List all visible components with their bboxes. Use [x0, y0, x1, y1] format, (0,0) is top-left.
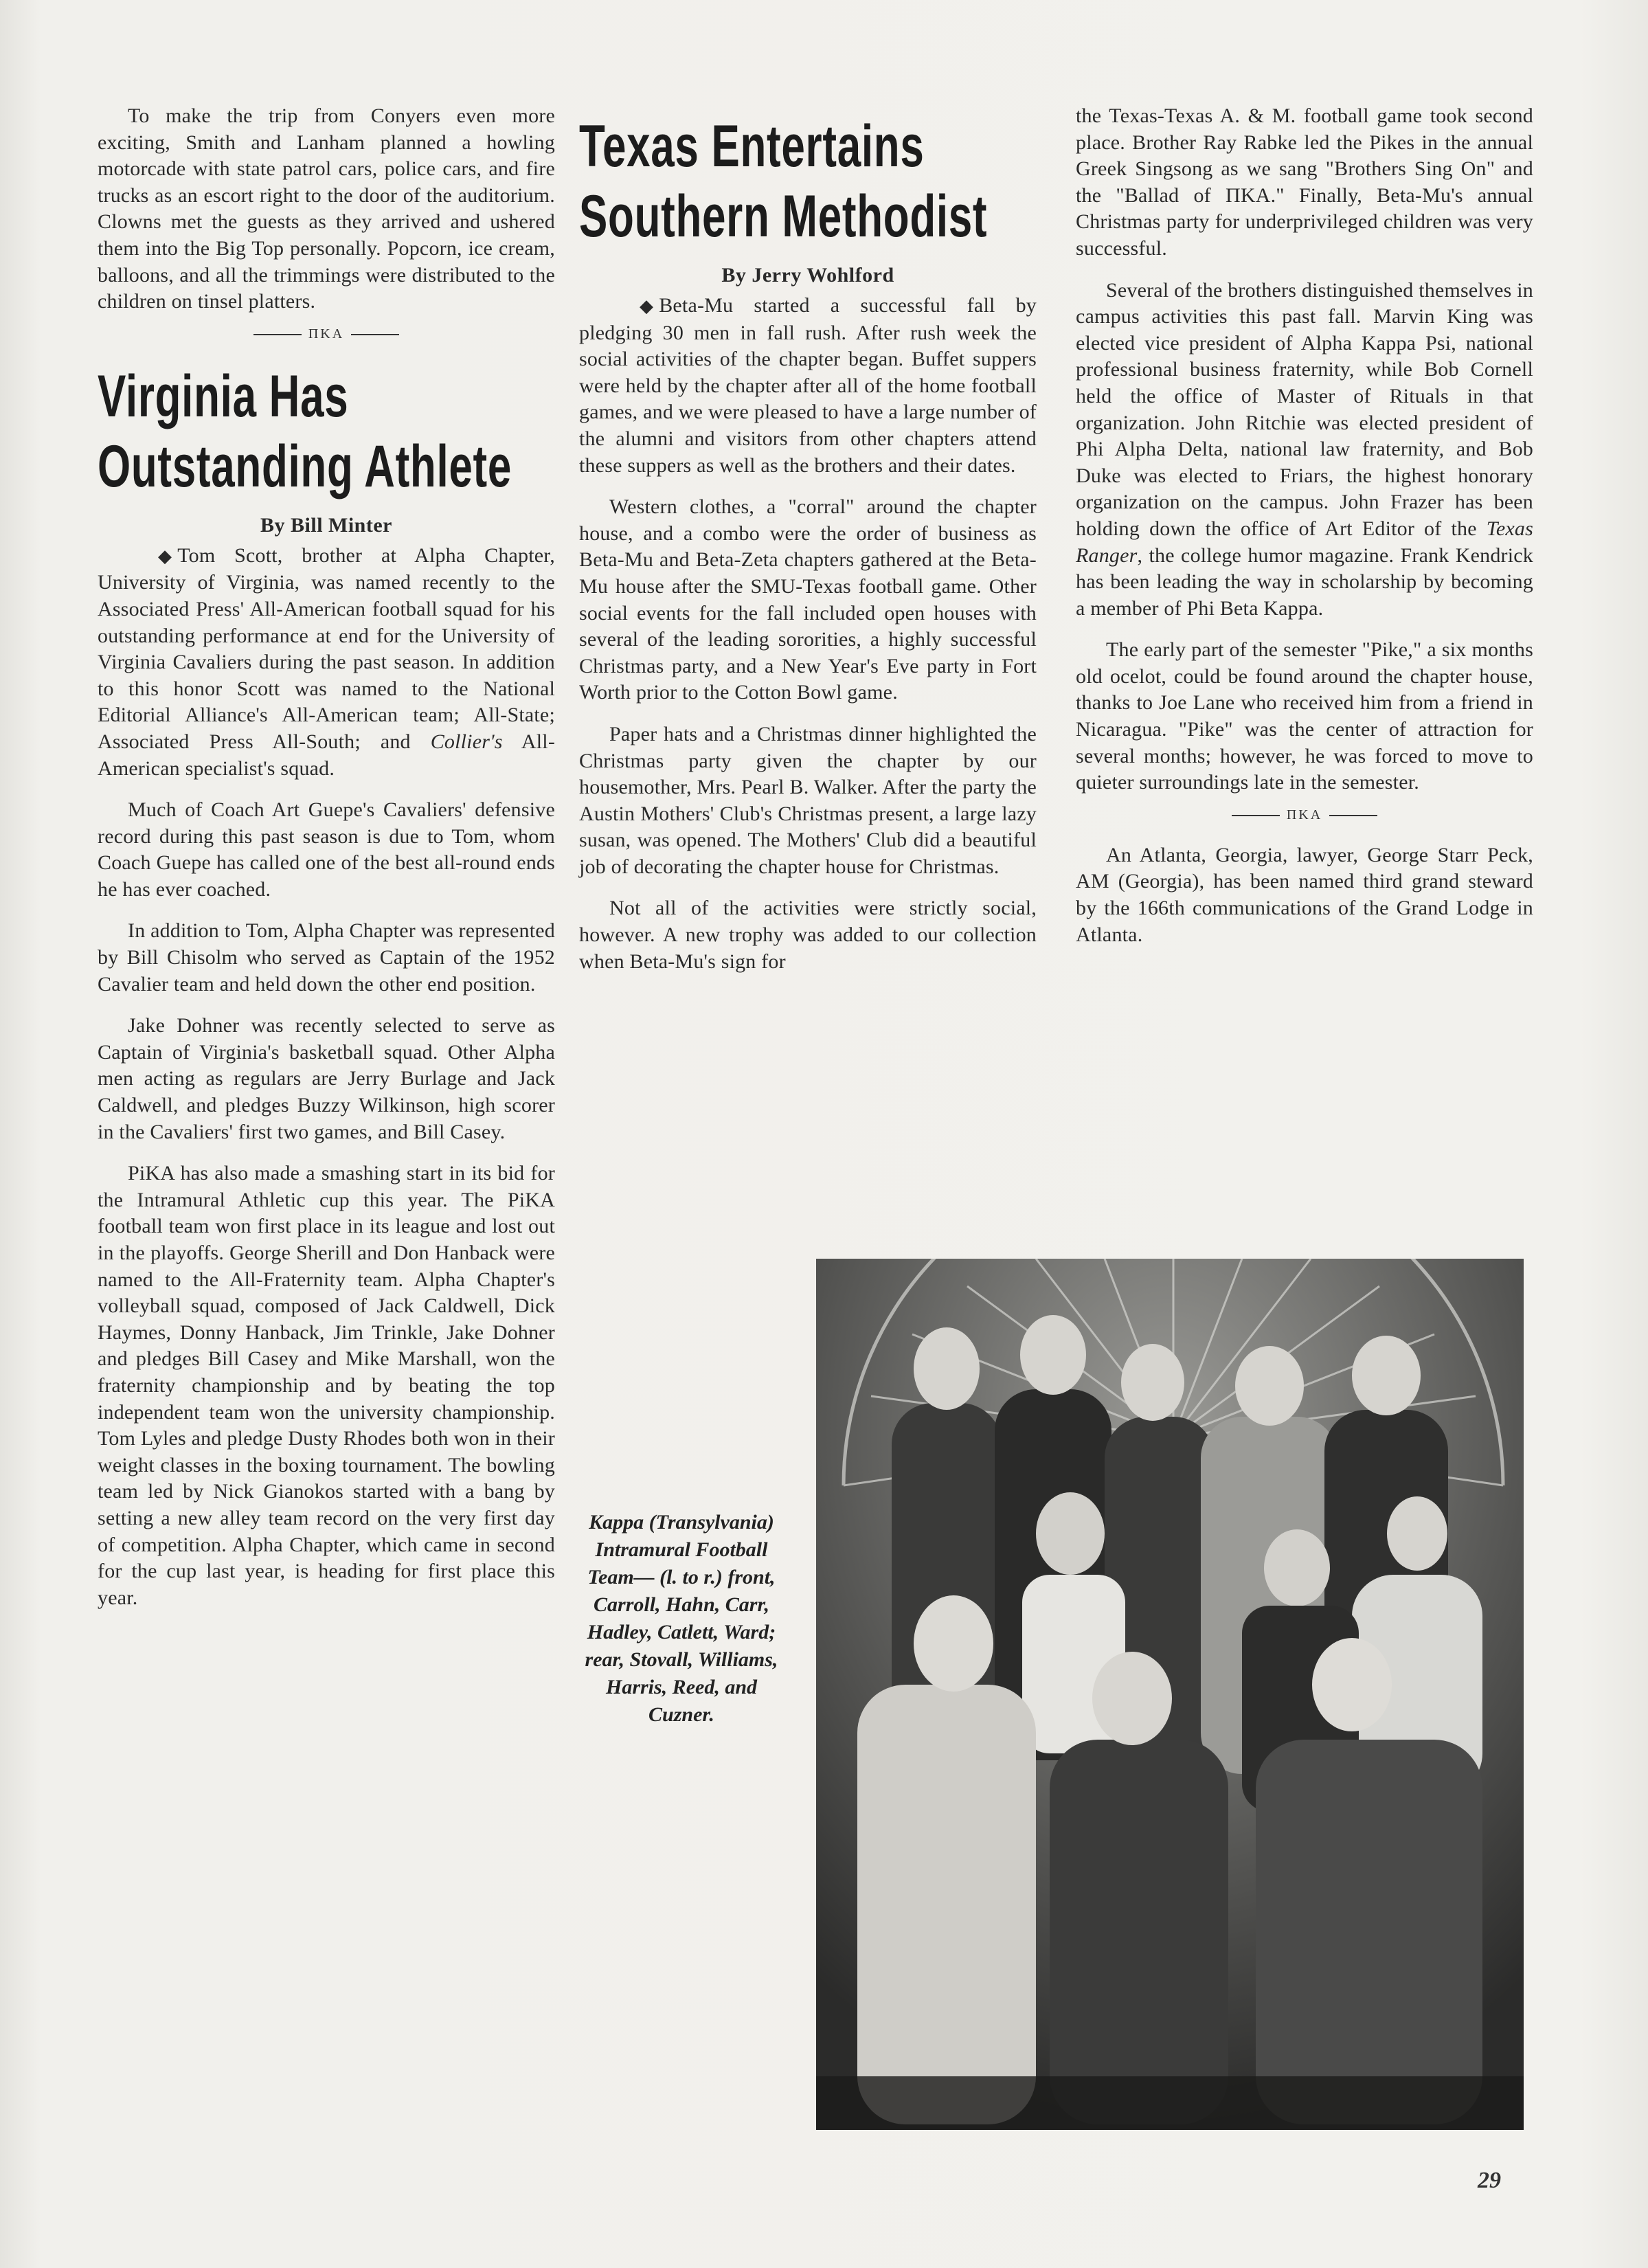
- article-paragraph: Much of Coach Art Guepe's Cavaliers' defensive record during this past season is due to Tom, whom Coach Guepe has called one of the best all-round ends he has ever coached.: [98, 798, 555, 901]
- separator-rule: [1329, 815, 1377, 816]
- diamond-icon: ◆: [640, 296, 654, 316]
- byline: By Bill Minter: [260, 513, 392, 537]
- paragraph-text: Beta-Mu started a successful fall by pledging 30 men in fall rush. After rush week the social activities of the chapter began. Buffet suppers were held by the chapter after all of the home football games, and we were pleased to have a large number of the alumni and visitors from other chapters attend these suppers as well as the brothers and their dates.: [579, 294, 1037, 477]
- article-paragraph: Jake Dohner was recently selected to serve as Captain of Virginia's basketball squad. Other Alpha men acting as regulars are Jerry Burlage and Jack Caldwell, and pledges Buzzy Wilkinson, high scorer in the Cavaliers' first two games, and Bill Casey.: [98, 1014, 555, 1143]
- separator-rule: [1232, 815, 1280, 816]
- team-photo-illustration: [816, 1259, 1524, 2130]
- paragraph-text: All-American specialist's squad.: [98, 730, 556, 780]
- article-paragraph: Western clothes, a "corral" around the chapter house, and a combo were the order of business as Beta-Mu and Beta-Zeta chapters gathered at the Beta-Mu house after the SMU-Texas football game. Other social events for the fall included open houses with several of the leading sororities, a highly successful Christmas party, and a New Year's Eve party in Fort Worth prior to the Cotton Bowl game.: [579, 495, 1037, 704]
- article-paragraph: The early part of the semester "Pike," a six months old ocelot, could be found around the chapter house, thanks to Joe Lane who received him from a friend in Nicaragua. "Pike" was the center of attraction for several months; however, he was forced to move to quieter surroundings late in the semester.: [1076, 638, 1533, 794]
- column-left: [98, 103, 555, 1626]
- headline-texas-line2: Southern Methodist: [579, 183, 988, 249]
- separator-text: ΠΚΑ: [308, 326, 345, 341]
- page-number: 29: [1478, 2168, 1501, 2193]
- paragraph-text: Several of the brothers distinguished themselves in campus activities this past fall. Marvin King was elected vice president of Alpha Kappa Psi, national professional business fraternity, while Bob Cornell held the office of Master of Rituals in that organization. John Ritchie was elected president of Phi Alpha Delta, national law fraternity, and Bob Duke was elected to Friars, the highest honorary organization on the campus. John Frazer has been holding down the office of Art Editor of the: [1076, 278, 1533, 540]
- section-separator: [1076, 807, 1533, 823]
- diamond-icon: ◆: [158, 546, 172, 566]
- paragraph-text: , the college humor magazine. Frank Kendrick has been leading the way in scholarship by becoming a member of Phi Beta Kappa.: [1076, 543, 1533, 620]
- photo-caption: Kappa (Transylvania) Intramural Football Team— (l. to r.) front, Carroll, Hahn, Carr, Hadley, Catlett, Ward; rear, Stovall, Williams, Harris, Reed, and Cuzner.: [585, 1511, 778, 1726]
- separator-rule: [253, 334, 302, 335]
- headline-virginia-line1: Virginia Has: [98, 363, 349, 429]
- headline-texas-line1: Texas Entertains: [579, 113, 925, 179]
- article-paragraph: the Texas-Texas A. & M. football game took second place. Brother Ray Rabke led the Pikes in the annual Greek Singsong as we sang "Brothers Sing On" and the "Ballad of ΠΚΑ." Finally, Beta-Mu's annual Christmas party for underprivileged children was very successful.: [1076, 104, 1533, 260]
- article-paragraph: [98, 543, 555, 782]
- byline: By Jerry Wohlford: [721, 264, 894, 287]
- paragraph-text: Tom Scott, brother at Alpha Chapter, University of Virginia, was named recently to the Associated Press' All-American football squad for his outstanding performance at end for the University of Virginia Cavaliers during the past season. In addition to this honor Scott was named to the National Editorial Alliance's All-American team; All-State; Associated Press All-South; and: [98, 543, 555, 753]
- headline-block: [579, 111, 1037, 251]
- section-separator: [98, 326, 555, 342]
- article-paragraph: PiKA has also made a smashing start in its bid for the Intramural Athletic cup this year. The PiKA football team won first place in its league and lost out in the playoffs. George Sherill and Don Hanback were named to the All-Fraternity team. Alpha Chapter's volleyball squad, composed of Jack Caldwell, Dick Haymes, Donny Hanback, Jim Trinkle, Jake Dohner and pledges Bill Casey and Mike Marshall, won the fraternity championship and by beating the top independent team won the university championship. Tom Lyles and pledge Dusty Rhodes both won in their weight classes in the boxing tournament. The bowling team led by Nick Gianokos started with a bang by setting a new alley team record on the very first day of competition. Alpha Chapter, which came in second for the cup last year, is heading for first place this year.: [98, 1162, 555, 1609]
- article-paragraph: [1076, 278, 1533, 622]
- publication-title: Texas Ranger: [1076, 517, 1533, 567]
- headline-block: [98, 361, 555, 502]
- column-middle: [579, 103, 1037, 990]
- article-paragraph: Not all of the activities were strictly social, however. A new trophy was added to our collection when Beta-Mu's sign for: [579, 897, 1037, 973]
- headline-virginia-line2: Outstanding Athlete: [98, 433, 512, 499]
- separator-text: ΠΚΑ: [1286, 807, 1323, 822]
- publication-title: Collier's: [430, 730, 503, 753]
- article-paragraph: In addition to Tom, Alpha Chapter was represented by Bill Chisolm who served as Captain of the 1952 Cavalier team and held down the other end position.: [98, 919, 556, 996]
- article-paragraph: Paper hats and a Christmas dinner highlighted the Christmas party given the chapter by our housemother, Mrs. Pearl B. Walker. After the party the Austin Mothers' Club's Christmas present, a large lazy susan, was opened. The Mothers' Club did a beautiful job of decorating the chapter house for Christmas.: [579, 722, 1037, 878]
- article-paragraph: An Atlanta, Georgia, lawyer, George Starr Peck, AM (Georgia), has been named third grand steward by the 166th communications of the Grand Lodge in Atlanta.: [1076, 843, 1533, 946]
- column-right: [1076, 103, 1533, 963]
- team-photo: [816, 1259, 1524, 2130]
- article-paragraph: [579, 293, 1037, 479]
- separator-rule: [351, 334, 399, 335]
- intro-paragraph: To make the trip from Conyers even more exciting, Smith and Lanham planned a howling motorcade with state patrol cars, police cars, and fire trucks as an escort right to the door of the auditorium. Clowns met the guests as they arrived and ushered them into the Big Top personally. Popcorn, ice cream, balloons, and all the trimmings were distributed to the children on tinsel platters.: [98, 104, 555, 313]
